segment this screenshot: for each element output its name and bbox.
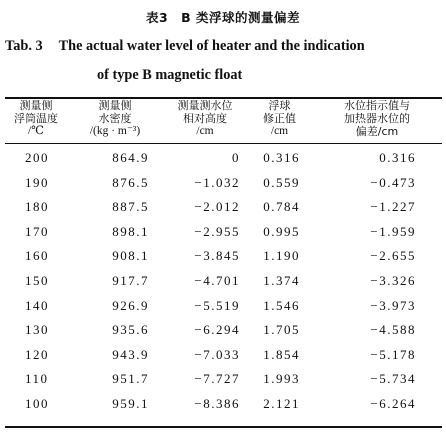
table-bottom-rule bbox=[5, 426, 442, 428]
table-row bbox=[0, 221, 446, 243]
table-cell: 170 bbox=[25, 223, 49, 239]
header-line: 水密度 bbox=[98, 112, 132, 125]
table-number-label: Tab. 3 bbox=[5, 38, 43, 54]
table-cell: −3.326 bbox=[370, 273, 416, 288]
table-row bbox=[0, 344, 446, 366]
table-row bbox=[0, 319, 446, 341]
table-header-rule bbox=[5, 143, 442, 144]
table-cell: 100 bbox=[25, 396, 49, 411]
table-cell: 0 bbox=[232, 150, 240, 165]
table-cell: 943.9 bbox=[112, 346, 149, 362]
table-cell: 1.705 bbox=[263, 322, 300, 338]
table-cell: 917.7 bbox=[112, 273, 149, 288]
header-line: 测量侧 bbox=[98, 99, 132, 112]
header-line: 测量侧 bbox=[19, 99, 53, 112]
table-cell: −2.955 bbox=[194, 223, 240, 239]
header-unit: 偏差/cm bbox=[355, 125, 399, 138]
header-line: 加热器水位的 bbox=[344, 112, 410, 125]
header-line: 修正值 bbox=[263, 112, 296, 125]
table-cell: 1.854 bbox=[263, 346, 300, 362]
header-unit: /cm bbox=[270, 125, 289, 137]
table-cell: 864.9 bbox=[112, 150, 149, 165]
table-cell: 1.993 bbox=[263, 371, 300, 387]
table-cell: 0.784 bbox=[263, 199, 300, 215]
table-cell: −2.655 bbox=[370, 248, 416, 264]
table-row bbox=[0, 196, 446, 218]
table-cell: 887.5 bbox=[112, 199, 149, 215]
table-cell: −1.032 bbox=[194, 174, 240, 190]
header-unit: /cm bbox=[196, 125, 214, 137]
table-row bbox=[0, 295, 446, 317]
table-cell: 2.121 bbox=[263, 396, 300, 411]
table-cell: 0.559 bbox=[263, 174, 300, 190]
table-caption-en-line2: of type B magnetic float bbox=[97, 67, 243, 83]
table-cell: −6.294 bbox=[194, 322, 240, 338]
header-line: 水位指示值与 bbox=[344, 99, 410, 112]
table-cell: 130 bbox=[25, 322, 49, 338]
table-cell: −7.727 bbox=[194, 371, 240, 387]
table-cell: 150 bbox=[25, 273, 49, 288]
table-row bbox=[0, 147, 446, 169]
table-cell: 1.546 bbox=[263, 297, 300, 313]
table-cell: 876.5 bbox=[112, 174, 149, 190]
table-row bbox=[0, 245, 446, 267]
table-cell: −0.473 bbox=[370, 174, 416, 190]
table-cell: 140 bbox=[25, 297, 49, 313]
header-unit: /℃ bbox=[27, 125, 45, 137]
table-cell: −3.973 bbox=[370, 297, 416, 313]
table-cell: 200 bbox=[25, 150, 49, 165]
table-caption-en-text-1: The actual water level of heater and the indication bbox=[58, 38, 365, 54]
table-row bbox=[0, 270, 446, 292]
header-line: 相对高度 bbox=[183, 112, 227, 125]
table-cell: −6.264 bbox=[370, 396, 416, 411]
table-cell: 120 bbox=[25, 346, 49, 362]
header-line: 浮筒温度 bbox=[14, 112, 58, 125]
table-row bbox=[0, 393, 446, 415]
column-header-relative-height bbox=[163, 99, 247, 143]
table-cell: 926.9 bbox=[112, 297, 149, 313]
table-cell: 0.316 bbox=[379, 150, 416, 165]
table-cell: 898.1 bbox=[112, 223, 149, 239]
table-cell: −4.701 bbox=[194, 273, 240, 288]
table-cell: 160 bbox=[25, 248, 49, 264]
table-cell: 110 bbox=[25, 371, 49, 387]
table-cell: 908.1 bbox=[112, 248, 149, 264]
table-cell: 180 bbox=[25, 199, 49, 215]
table-cell: 1.374 bbox=[263, 273, 300, 288]
table-cell: −3.845 bbox=[194, 248, 240, 264]
table-caption-en-line1 bbox=[5, 38, 445, 55]
table-cell: −1.227 bbox=[370, 199, 416, 215]
table-row bbox=[0, 172, 446, 194]
table-cell: −7.033 bbox=[194, 346, 240, 362]
table-cell: −5.734 bbox=[370, 371, 416, 387]
header-line: 浮球 bbox=[268, 99, 291, 112]
header-unit: /(kg · m⁻³) bbox=[89, 125, 141, 137]
table-cell: 1.190 bbox=[263, 248, 300, 264]
table-cell: 935.6 bbox=[112, 322, 149, 338]
column-header-float-temperature bbox=[5, 99, 67, 143]
table-cell: 959.1 bbox=[112, 396, 149, 411]
table-cell: 190 bbox=[25, 174, 49, 190]
table-row bbox=[0, 368, 446, 390]
table-cell: 0.316 bbox=[263, 150, 300, 165]
table-caption-cn: 表3 B 类浮球的测量偏差 bbox=[145, 10, 301, 25]
table-cell: 0.995 bbox=[263, 223, 300, 239]
table-cell: −8.386 bbox=[194, 396, 240, 411]
table-cell: −2.012 bbox=[194, 199, 240, 215]
table-cell: −5.519 bbox=[194, 297, 240, 313]
column-header-indication-deviation bbox=[312, 99, 442, 143]
table-cell: 951.7 bbox=[112, 371, 149, 387]
table-cell: −1.959 bbox=[370, 223, 416, 239]
column-header-float-correction bbox=[252, 99, 307, 143]
table-cell: −5.178 bbox=[370, 346, 416, 362]
table-cell: −4.588 bbox=[370, 322, 416, 338]
column-header-water-density bbox=[75, 99, 155, 143]
header-line: 测量测水位 bbox=[177, 99, 233, 112]
